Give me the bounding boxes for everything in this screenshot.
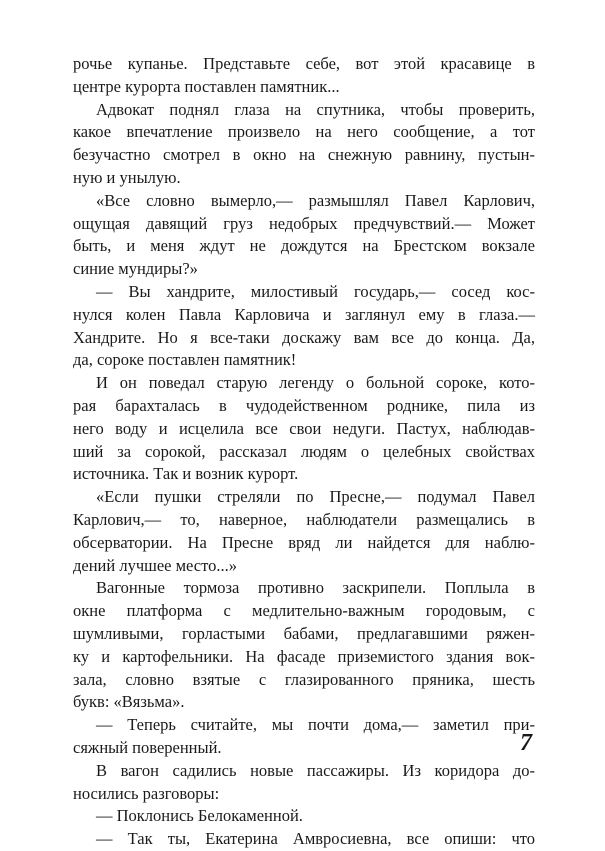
text-line: синие мундиры?» <box>73 259 198 279</box>
text-line: ку и картофельники. На фасаде приземистого здания вок- <box>73 646 535 666</box>
text-line: букв: «Вязьма». <box>73 692 185 712</box>
page-number: 7 <box>520 730 532 756</box>
text-line: нулся колен Павла Карловича и заглянул ему в глаза.— <box>73 304 535 324</box>
text-line: центре курорта поставлен памятник... <box>73 76 340 96</box>
text-line: Вагонные тормоза противно заскрипели. Поплыла в <box>96 578 535 598</box>
text-line: ший за сорокой, рассказал людям о целебных свойствах <box>73 441 535 461</box>
text-line: ную и унылую. <box>73 167 181 187</box>
text-line: Хандрите. Но я все-таки доскажу вам все до конца. Да, <box>73 327 535 347</box>
text-line: Адвокат поднял глаза на спутника, чтобы проверить, <box>96 99 535 119</box>
text-line: безучастно смотрел в окно на снежную равнину, пустын- <box>73 145 535 165</box>
text-line: «Если пушки стреляли по Пресне,— подумал Павел <box>96 487 535 507</box>
text-line: В вагон садились новые пассажиры. Из коридора до- <box>96 760 535 780</box>
text-line: дений лучшее место...» <box>73 555 237 575</box>
text-line: быть, и меня ждут не дождутся на Брестском вокзале <box>73 236 535 256</box>
text-line: Карлович,— то, наверное, наблюдатели размещались в <box>73 509 535 529</box>
text-line: да, сороке поставлен памятник! <box>73 350 297 370</box>
text-line: — Так ты, Екатерина Амвросиевна, все опиши: что <box>96 829 535 849</box>
text-line: обсерватории. На Пресне вряд ли найдется для наблю- <box>73 532 535 552</box>
text-line: рая барахталась в чудодейственном роднике, пила из <box>73 395 535 415</box>
text-line: какое впечатление произвело на него сообщение, а тот <box>73 122 535 142</box>
text-line: окне платформа с медлительно-важным городовым, с <box>73 601 535 621</box>
text-line: — Теперь считайте, мы почти дома,— заметил при- <box>96 715 535 735</box>
text-line: — Поклонись Белокаменной. <box>96 806 303 826</box>
text-line: — Вы хандрите, милостивый государь,— сосед кос- <box>96 281 535 301</box>
text-line: носились разговоры: <box>73 783 220 803</box>
text-line: источника. Так и возник курорт. <box>73 464 299 484</box>
body-text <box>73 53 535 851</box>
text-line: «Все словно вымерло,— размышлял Павел Карлович, <box>96 190 535 210</box>
text-line: него воду и исцелила все свои недуги. Пастух, наблюдав- <box>73 418 535 438</box>
text-line: рочье купанье. Представьте себе, вот этой красавице в <box>73 54 535 73</box>
text-line: зала, словно взятые с глазированного пряника, шесть <box>73 669 535 689</box>
text-line: шумливыми, горластыми бабами, предлагавшими ряжен- <box>73 623 535 643</box>
text-line: И он поведал старую легенду о больной сороке, кото- <box>96 373 535 393</box>
text-line: сяжный поверенный. <box>73 737 222 757</box>
text-line: ощущая давящий груз недобрых предчувствий.— Может <box>73 213 535 233</box>
